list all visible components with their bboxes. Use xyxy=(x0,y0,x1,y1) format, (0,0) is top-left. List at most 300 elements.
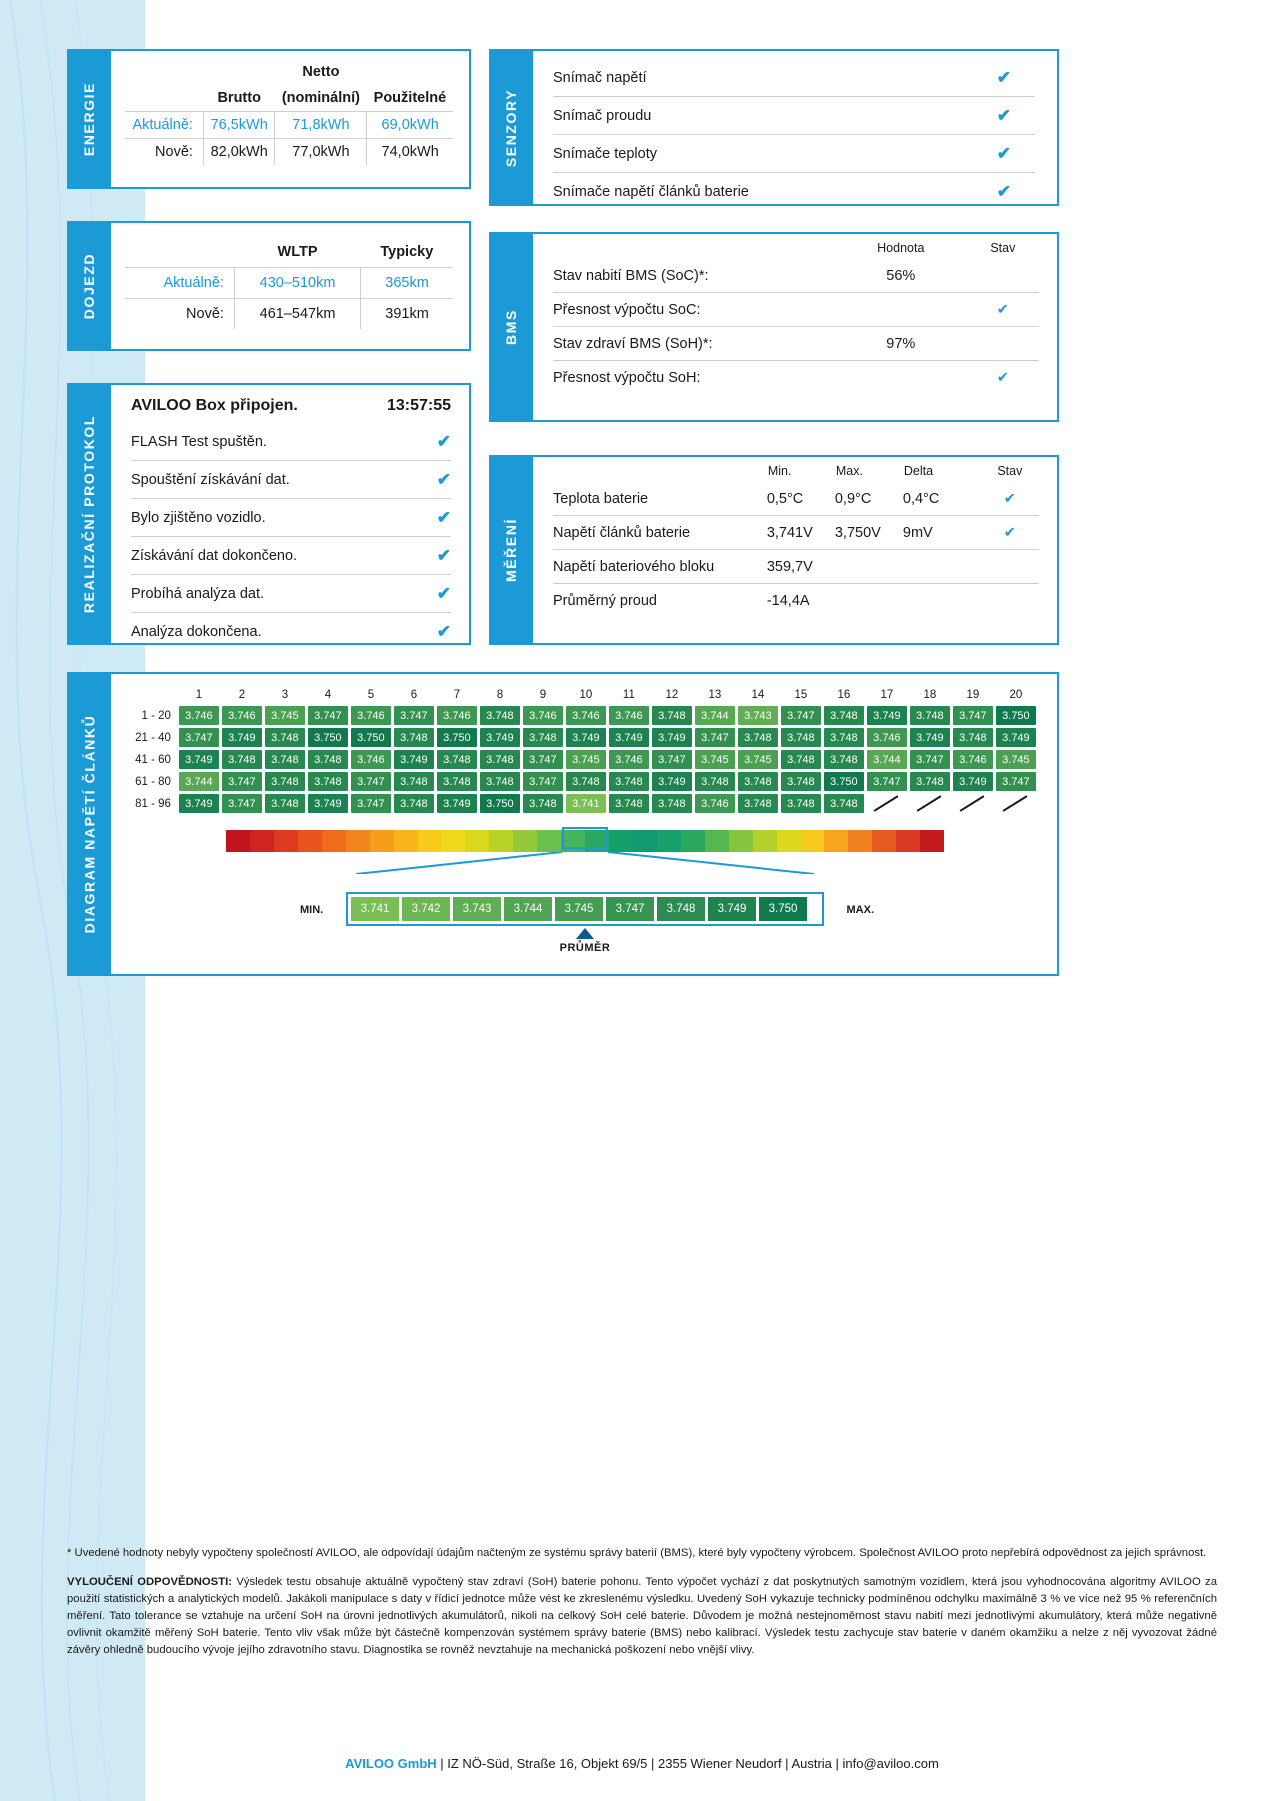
senzory-label: Snímač proudu xyxy=(553,108,652,124)
cell-grid-col-header: 8 xyxy=(496,689,504,701)
cell-voltage: 3.748 xyxy=(738,728,778,747)
spectrum-selection-box xyxy=(562,827,608,849)
cell-voltage: 3.747 xyxy=(695,728,735,747)
table-row xyxy=(553,361,1039,395)
spectrum-segment xyxy=(489,830,513,852)
cell-voltage: 3.741 xyxy=(566,794,606,813)
senzory-label: Snímač napětí xyxy=(553,70,647,86)
scale-min-label: MIN. xyxy=(300,904,324,916)
cell-voltage: 3.749 xyxy=(437,794,477,813)
cell-voltage: 3.748 xyxy=(394,728,434,747)
cell-voltage: 3.748 xyxy=(308,772,348,791)
mereni-status xyxy=(981,584,1039,618)
spectrum-segment xyxy=(872,830,896,852)
mereni-header-delta: Delta xyxy=(903,464,934,478)
list-item xyxy=(131,423,451,461)
cell-voltage: 3.748 xyxy=(781,794,821,813)
cell-voltage: 3.748 xyxy=(910,772,950,791)
cell-voltage: 3.743 xyxy=(738,706,778,725)
list-item xyxy=(553,135,1035,173)
mereni-delta xyxy=(903,584,981,618)
disclaimer-paragraph xyxy=(67,1574,1217,1659)
voltage-spectrum-bar xyxy=(226,830,944,852)
dojezd-cell: 461–547km xyxy=(234,299,360,330)
protokol-step-label: Získávání dat dokončeno. xyxy=(131,548,298,564)
cell-voltage: 3.746 xyxy=(351,750,391,769)
list-item xyxy=(553,97,1035,135)
cell-grid-empty xyxy=(996,794,1036,813)
senzory-label: Snímače teploty xyxy=(553,146,657,162)
cell-voltage: 3.748 xyxy=(308,750,348,769)
mereni-min: 0,5°C xyxy=(767,482,835,516)
footer-address: | IZ NÖ-Süd, Straße 16, Objekt 69/5 | 2355 Wiener Neudorf | Austria | info@aviloo.com xyxy=(436,1756,939,1771)
list-item xyxy=(131,499,451,537)
panel-bms xyxy=(489,232,1059,422)
bms-row-label: Stav zdraví BMS (SoH)*: xyxy=(553,327,835,361)
disclaimer-text: Výsledek testu obsahuje aktuálně vypočtený stav zdraví (SoH) baterie pohonu. Tento výpočet vychází z dat poskytnutých samotným vozidlem, která jsou vyhodnocována algoritmy AVILOO za použití statistických a analytických modelů. Jakákoli manipulace s daty v řídicí jednotce může vést ke zkreslenému výsledku. Uvedený SoH vykazuje technicky podmíněnou odchylku maximálně 3 % ve více než 95 % referenčních měření. Tato tolerance se vztahuje na určení SoH na úrovni jednotlivých akumulátorů, nikoli na celkový SoH celé baterie. Důvodem je možná nestejnoměrnost stavu nabití mezi jednotlivými akumulátory, která může negativně ovlivnit okamžitě měřený SoH baterie. Tento vliv však může být částečně kompenzován systémem správy baterie (BMS) nebo kalibrací. Výsledek testu zachycuje stav baterie v daném okamžiku a nelze z něj vyvozovat žádné závěry ohledně budoucího vývoje jejího zdravotního stavu. Diagnostika se rovněž nevztahuje na mechanická poškození nebo vnější vlivy. xyxy=(67,1575,1217,1656)
panel-diagram-napeti-clanku xyxy=(67,672,1059,976)
bms-row-label: Přesnost výpočtu SoC: xyxy=(553,293,835,327)
protokol-step-label: Bylo zjištěno vozidlo. xyxy=(131,510,266,526)
cell-voltage: 3.749 xyxy=(867,706,907,725)
cell-grid-empty xyxy=(867,794,907,813)
protokol-title: AVILOO Box připojen. xyxy=(131,397,298,414)
cell-grid-col-header: 12 xyxy=(665,689,679,701)
scale-step: 3.743 xyxy=(453,897,501,921)
table-row xyxy=(134,728,1036,747)
cell-voltage: 3.747 xyxy=(222,794,262,813)
cell-voltage: 3.750 xyxy=(437,728,477,747)
list-item xyxy=(131,575,451,613)
mereni-min: 359,7V xyxy=(767,550,835,584)
spectrum-segment xyxy=(465,830,489,852)
cell-voltage: 3.747 xyxy=(910,750,950,769)
cell-grid-col-header: 1 xyxy=(195,689,203,701)
energie-header-brutto: Brutto xyxy=(203,85,275,112)
cell-voltage: 3.750 xyxy=(996,706,1036,725)
spectrum-segment xyxy=(250,830,274,852)
protokol-step-list xyxy=(131,423,451,650)
cell-voltage: 3.748 xyxy=(394,794,434,813)
cell-voltage: 3.747 xyxy=(652,750,692,769)
energie-row-aktualne xyxy=(125,112,453,139)
cell-voltage: 3.749 xyxy=(652,772,692,791)
dojezd-cell: 391km xyxy=(361,299,453,330)
cell-voltage: 3.748 xyxy=(738,794,778,813)
mereni-body xyxy=(535,463,1057,649)
dojezd-row-aktualne xyxy=(125,268,453,299)
spectrum-segment xyxy=(729,830,753,852)
spectrum-segment xyxy=(537,830,561,852)
energie-netto-title: Netto xyxy=(302,64,340,80)
mereni-header-min: Min. xyxy=(767,464,792,478)
check-icon: ✔ xyxy=(436,432,451,451)
energie-cell: 71,8kWh xyxy=(275,112,367,139)
energie-row-label: Aktuálně: xyxy=(125,112,203,139)
table-row xyxy=(553,293,1039,327)
scale-step: 3.744 xyxy=(504,897,552,921)
panel-tab-diagram: DIAGRAM NAPĚTÍ ČLÁNKŮ xyxy=(67,672,111,976)
cell-voltage: 3.748 xyxy=(480,750,520,769)
bms-header-status: Stav xyxy=(990,241,1016,255)
cell-voltage: 3.748 xyxy=(781,728,821,747)
cell-grid-col-header: 7 xyxy=(453,689,461,701)
spectrum-segment xyxy=(394,830,418,852)
bms-row-status xyxy=(967,327,1039,361)
mereni-status: ✔ xyxy=(981,482,1039,516)
cell-grid-row-label: 61 - 80 xyxy=(135,775,171,788)
list-item xyxy=(553,59,1035,97)
cell-voltage: 3.747 xyxy=(781,706,821,725)
protokol-step-label: Analýza dokončena. xyxy=(131,624,262,640)
bms-body xyxy=(535,240,1057,426)
spectrum-segment xyxy=(346,830,370,852)
mereni-delta xyxy=(903,550,981,584)
diagram-body xyxy=(113,674,1057,974)
cell-voltage: 3.750 xyxy=(480,794,520,813)
cell-voltage: 3.744 xyxy=(695,706,735,725)
cell-voltage: 3.748 xyxy=(222,750,262,769)
cell-voltage: 3.746 xyxy=(695,794,735,813)
cell-grid-empty xyxy=(953,794,993,813)
notes-section xyxy=(67,1545,1217,1671)
cell-voltage: 3.748 xyxy=(437,772,477,791)
panel-senzory xyxy=(489,49,1059,206)
cell-voltage: 3.750 xyxy=(351,728,391,747)
mereni-table xyxy=(553,463,1039,617)
protokol-header xyxy=(131,397,451,423)
mereni-header-max: Max. xyxy=(835,464,863,478)
cell-grid-row-label: 41 - 60 xyxy=(135,753,171,766)
panel-realizacni-protokol xyxy=(67,383,471,645)
panel-tab-senzory: SENZORY xyxy=(489,49,533,206)
page-footer xyxy=(67,1756,1217,1771)
average-label: PRŮMĚR xyxy=(559,942,611,954)
cell-voltage: 3.746 xyxy=(437,706,477,725)
cell-voltage: 3.747 xyxy=(523,772,563,791)
cell-voltage: 3.748 xyxy=(824,750,864,769)
check-icon: ✔ xyxy=(436,584,451,603)
cell-voltage: 3.747 xyxy=(351,794,391,813)
panel-mereni xyxy=(489,455,1059,645)
scale-max-label: MAX. xyxy=(846,904,874,916)
cell-voltage: 3.748 xyxy=(910,706,950,725)
panel-tab-protokol: REALIZAČNÍ PROTOKOL xyxy=(67,383,111,645)
cell-voltage: 3.748 xyxy=(609,772,649,791)
cell-voltage: 3.748 xyxy=(781,750,821,769)
panel-tab-dojezd: DOJEZD xyxy=(67,221,111,351)
spectrum-segment xyxy=(777,830,801,852)
energie-table xyxy=(125,59,453,165)
cell-voltage: 3.746 xyxy=(179,706,219,725)
cell-voltage: 3.748 xyxy=(265,794,305,813)
cell-voltage: 3.748 xyxy=(480,772,520,791)
list-item xyxy=(131,537,451,575)
cell-voltage: 3.746 xyxy=(566,706,606,725)
spectrum-segment xyxy=(753,830,777,852)
bms-table xyxy=(553,240,1039,394)
cell-grid-corner xyxy=(134,689,176,703)
energie-header-pouzitelne: Použitelné xyxy=(367,85,453,112)
check-icon: ✔ xyxy=(436,622,451,641)
cell-grid-col-header: 2 xyxy=(238,689,246,701)
check-icon: ✔ xyxy=(996,144,1011,163)
dojezd-row-label: Nově: xyxy=(186,306,224,322)
bms-row-status xyxy=(967,259,1039,293)
panel-tab-bms: BMS xyxy=(489,232,533,422)
energie-row-label: Nově: xyxy=(155,144,193,160)
bms-row-label: Stav nabití BMS (SoC)*: xyxy=(553,259,835,293)
empty-slash-icon xyxy=(868,795,906,812)
check-icon: ✔ xyxy=(436,508,451,527)
spectrum-segment xyxy=(848,830,872,852)
spectrum-segment xyxy=(920,830,944,852)
mereni-row-label: Napětí bateriového bloku xyxy=(553,550,767,584)
mereni-row-label: Průměrný proud xyxy=(553,593,657,609)
cell-voltage: 3.748 xyxy=(265,750,305,769)
bms-row-value xyxy=(835,361,967,395)
cell-voltage: 3.748 xyxy=(824,728,864,747)
mereni-status: ✔ xyxy=(981,516,1039,550)
cell-grid-row-label: 21 - 40 xyxy=(135,731,171,744)
dojezd-cell: 430–510km xyxy=(234,268,360,299)
cell-voltage: 3.747 xyxy=(953,706,993,725)
mereni-max xyxy=(835,584,903,618)
spectrum-segment xyxy=(418,830,442,852)
cell-voltage: 3.747 xyxy=(867,772,907,791)
dojezd-table xyxy=(125,237,453,329)
table-row xyxy=(553,327,1039,361)
spectrum-segment xyxy=(609,830,633,852)
cell-grid-col-header: 16 xyxy=(837,689,851,701)
dojezd-row-label: Aktuálně: xyxy=(125,268,234,299)
protokol-step-label: FLASH Test spuštěn. xyxy=(131,434,267,450)
cell-voltage: 3.747 xyxy=(179,728,219,747)
mereni-min: 3,741V xyxy=(767,516,835,550)
cell-voltage: 3.749 xyxy=(480,728,520,747)
table-row xyxy=(134,772,1036,791)
check-icon: ✔ xyxy=(436,546,451,565)
cell-grid-col-header: 17 xyxy=(880,689,894,701)
spectrum-segment xyxy=(274,830,298,852)
dojezd-cell: 365km xyxy=(361,268,453,299)
empty-slash-icon xyxy=(997,795,1035,812)
bms-row-status: ✔ xyxy=(967,293,1039,327)
scale-step: 3.741 xyxy=(351,897,399,921)
cell-voltage: 3.748 xyxy=(609,794,649,813)
mereni-max: 0,9°C xyxy=(835,482,903,516)
empty-slash-icon xyxy=(911,795,949,812)
empty-slash-icon xyxy=(954,795,992,812)
mereni-header-status: Stav xyxy=(997,464,1023,478)
cell-voltage: 3.749 xyxy=(652,728,692,747)
cell-grid-col-header: 4 xyxy=(324,689,332,701)
cell-voltage: 3.748 xyxy=(480,706,520,725)
table-row xyxy=(553,550,1039,584)
cell-voltage: 3.750 xyxy=(824,772,864,791)
cell-voltage: 3.744 xyxy=(179,772,219,791)
list-item xyxy=(131,461,451,499)
cell-grid-col-header: 13 xyxy=(708,689,722,701)
table-row xyxy=(553,584,1039,618)
cell-voltage: 3.748 xyxy=(437,750,477,769)
check-icon: ✔ xyxy=(996,68,1011,87)
cell-voltage: 3.749 xyxy=(179,750,219,769)
spectrum-segment xyxy=(896,830,920,852)
senzory-list xyxy=(535,51,1057,210)
cell-voltage: 3.748 xyxy=(523,728,563,747)
cell-grid-col-header: 19 xyxy=(966,689,980,701)
energie-header-netto-sub: (nominální) xyxy=(275,85,367,112)
energie-row-nove xyxy=(125,139,453,166)
bms-row-value: 56% xyxy=(835,259,967,293)
cell-voltage: 3.745 xyxy=(695,750,735,769)
cell-voltage: 3.746 xyxy=(523,706,563,725)
protokol-body xyxy=(113,385,469,643)
disclaimer-label: VYLOUČENÍ ODPOVĚDNOSTI: xyxy=(67,1575,233,1588)
cell-voltage: 3.747 xyxy=(996,772,1036,791)
cell-voltage: 3.748 xyxy=(738,772,778,791)
cell-grid-col-header: 10 xyxy=(579,689,593,701)
cell-voltage: 3.747 xyxy=(394,706,434,725)
mereni-row-label: Teplota baterie xyxy=(553,482,767,516)
cell-voltage: 3.748 xyxy=(523,794,563,813)
zoom-connector-wrap xyxy=(226,852,944,954)
cell-voltage: 3.745 xyxy=(996,750,1036,769)
cell-voltage: 3.749 xyxy=(308,794,348,813)
table-row xyxy=(134,750,1036,769)
cell-grid-col-header: 5 xyxy=(367,689,375,701)
cell-grid-row-label: 1 - 20 xyxy=(141,709,171,722)
cell-voltage: 3.748 xyxy=(265,728,305,747)
cell-voltage: 3.749 xyxy=(179,794,219,813)
cell-voltage: 3.748 xyxy=(781,772,821,791)
energie-cell: 77,0kWh xyxy=(275,139,367,166)
cell-grid-col-header: 9 xyxy=(539,689,547,701)
protokol-time: 13:57:55 xyxy=(386,397,451,414)
cell-voltage: 3.747 xyxy=(523,750,563,769)
dojezd-header-typicky: Typicky xyxy=(361,237,453,268)
dojezd-row-nove xyxy=(125,299,453,330)
panel-tab-energie: ENERGIE xyxy=(67,49,111,189)
footer-brand: AVILOO GmbH xyxy=(345,1756,437,1771)
cell-voltage: 3.748 xyxy=(394,772,434,791)
cell-voltage: 3.750 xyxy=(308,728,348,747)
spectrum-segment xyxy=(513,830,537,852)
cell-voltage: 3.749 xyxy=(910,728,950,747)
bms-header-value: Hodnota xyxy=(877,241,925,255)
dojezd-header-wltp: WLTP xyxy=(234,237,360,268)
scale-step: 3.748 xyxy=(657,897,705,921)
check-icon: ✔ xyxy=(436,470,451,489)
cell-voltage: 3.747 xyxy=(222,772,262,791)
cell-voltage: 3.746 xyxy=(609,706,649,725)
spectrum-segment xyxy=(298,830,322,852)
bms-row-status: ✔ xyxy=(996,370,1009,386)
bms-row-label: Přesnost výpočtu SoH: xyxy=(553,370,701,386)
spectrum-segment xyxy=(705,830,729,852)
average-marker-icon xyxy=(576,928,594,939)
scale-step: 3.750 xyxy=(759,897,807,921)
cell-voltage: 3.749 xyxy=(222,728,262,747)
cell-voltage: 3.748 xyxy=(652,706,692,725)
footnote-text: * Uvedené hodnoty nebyly vypočteny společností AVILOO, ale odpovídají údajům načteným ze systému správy baterií (BMS), které byly vypočteny výrobcem. Společnost AVILOO proto nepřebírá odpovědnost za jejich správnost. xyxy=(67,1547,1207,1559)
scale-step: 3.749 xyxy=(708,897,756,921)
mereni-max: 3,750V xyxy=(835,516,903,550)
senzory-label: Snímače napětí článků baterie xyxy=(553,184,749,200)
cell-voltage: 3.746 xyxy=(867,728,907,747)
cell-voltage: 3.746 xyxy=(351,706,391,725)
check-icon: ✔ xyxy=(996,106,1011,125)
energie-cell: 76,5kWh xyxy=(203,112,275,139)
bms-row-value: 97% xyxy=(835,327,967,361)
bms-row-value xyxy=(835,293,967,327)
mereni-delta: 9mV xyxy=(903,516,981,550)
scale-step: 3.742 xyxy=(402,897,450,921)
check-icon: ✔ xyxy=(996,182,1011,201)
mereni-min: -14,4A xyxy=(766,593,810,609)
cell-voltage: 3.744 xyxy=(867,750,907,769)
mereni-max xyxy=(835,550,903,584)
energie-cell: 82,0kWh xyxy=(203,139,275,166)
cell-voltage: 3.748 xyxy=(824,794,864,813)
table-row xyxy=(553,516,1039,550)
list-item xyxy=(131,613,451,650)
cell-voltage: 3.746 xyxy=(953,750,993,769)
cell-voltage: 3.747 xyxy=(308,706,348,725)
list-item xyxy=(553,173,1035,210)
panel-tab-mereni: MĚŘENÍ xyxy=(489,455,533,645)
mereni-row-label: Napětí článků baterie xyxy=(553,516,767,550)
cell-voltage: 3.749 xyxy=(566,728,606,747)
cell-grid-col-header: 14 xyxy=(751,689,765,701)
protokol-step-label: Probíhá analýza dat. xyxy=(131,586,265,602)
zoom-scale-box xyxy=(300,892,874,926)
spectrum-segment xyxy=(441,830,465,852)
spectrum-segment xyxy=(370,830,394,852)
cell-voltage: 3.746 xyxy=(609,750,649,769)
spectrum-segment xyxy=(322,830,346,852)
spectrum-segment xyxy=(801,830,825,852)
cell-voltage: 3.749 xyxy=(609,728,649,747)
cell-grid-col-header: 3 xyxy=(281,689,289,701)
panel-dojezd xyxy=(67,221,471,351)
cell-voltage: 3.749 xyxy=(394,750,434,769)
cell-voltage: 3.749 xyxy=(996,728,1036,747)
cell-voltage: 3.748 xyxy=(566,772,606,791)
protokol-step-label: Spouštění získávání dat. xyxy=(131,472,290,488)
cell-voltage: 3.748 xyxy=(824,706,864,725)
cell-voltage: 3.748 xyxy=(953,728,993,747)
dojezd-body xyxy=(113,237,469,363)
table-row xyxy=(553,259,1039,293)
energie-body xyxy=(113,59,469,195)
cell-grid-col-header: 20 xyxy=(1009,689,1023,701)
spectrum-segment xyxy=(824,830,848,852)
zoom-connector-lines xyxy=(226,852,944,874)
cell-grid-row-label: 81 - 96 xyxy=(135,797,171,810)
energie-cell: 74,0kWh xyxy=(367,139,453,166)
senzory-body xyxy=(535,51,1057,204)
spectrum-segment xyxy=(657,830,681,852)
cell-voltage: 3.746 xyxy=(222,706,262,725)
cell-grid-col-header: 18 xyxy=(923,689,937,701)
mereni-status xyxy=(981,550,1039,584)
spectrum-segment xyxy=(681,830,705,852)
cell-voltage: 3.745 xyxy=(738,750,778,769)
cell-grid-empty xyxy=(910,794,950,813)
cell-grid-col-header: 6 xyxy=(410,689,418,701)
